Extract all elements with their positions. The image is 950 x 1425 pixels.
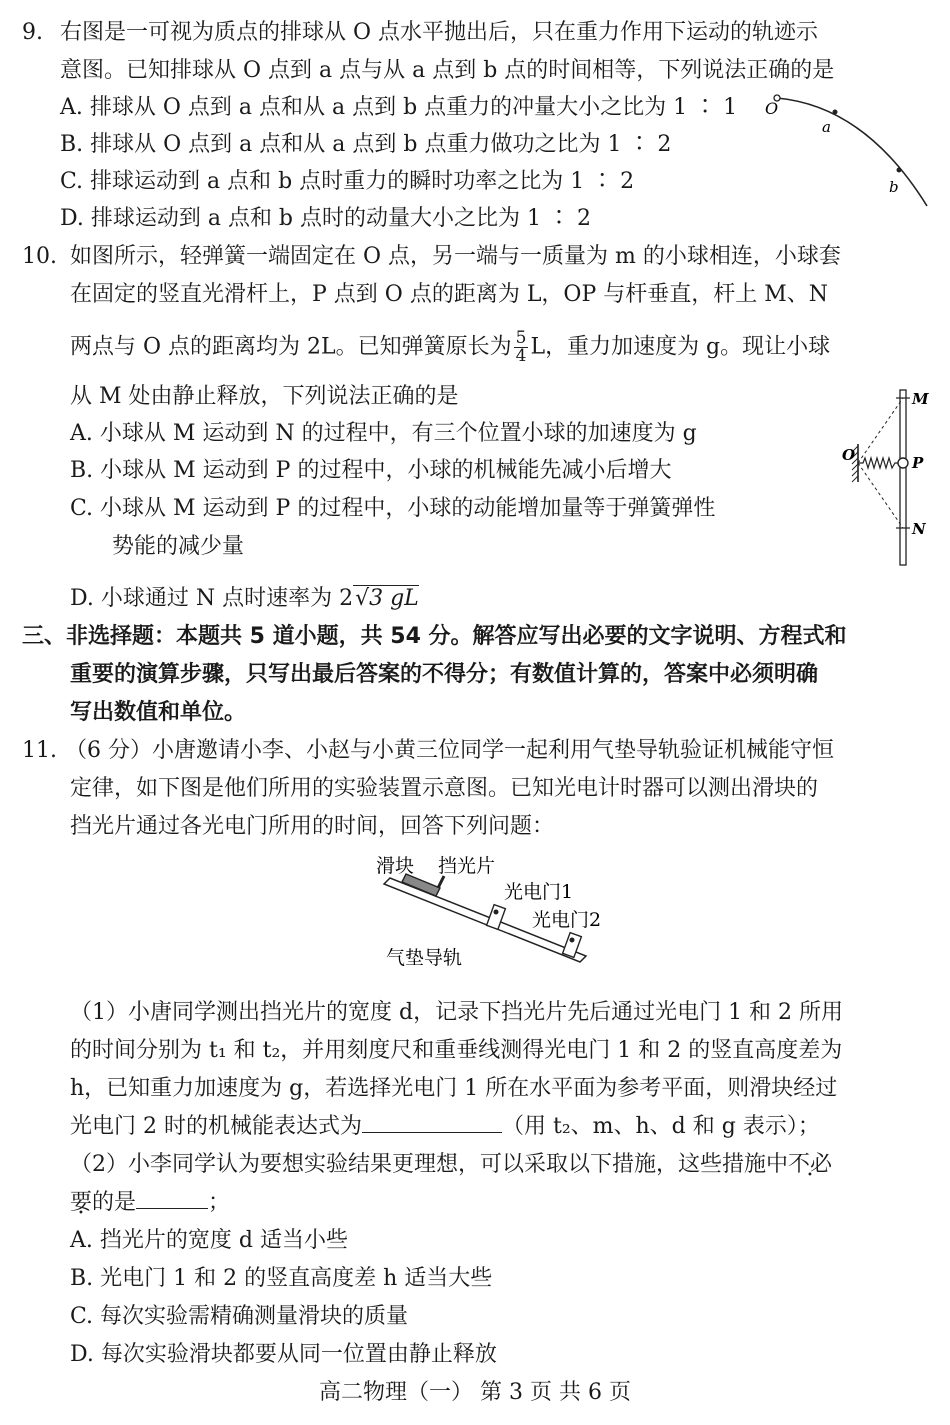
q11-p2-a: （2）小李同学认为要想实验结果更理想，可以采取以下措施，这些措施中 — [70, 1152, 788, 1177]
q10-spring-figure — [830, 382, 940, 572]
q11-airtrack-figure — [372, 852, 622, 982]
q11-p2-c: ； — [208, 1190, 231, 1215]
point-a — [833, 110, 838, 115]
q10-stem-line-1: 如图所示，轻弹簧一端固定在 O 点，另一端与一质量为 m 的小球相连，小球套 — [70, 244, 841, 269]
q11-p1-line-3: h，已知重力加速度为 g，若选择光电门 1 所在水平面为参考平面，则滑块经过 — [70, 1076, 838, 1101]
q11-p1-line-1: （1）小唐同学测出挡光片的宽度 d，记录下挡光片先后通过光电门 1 和 2 所用 — [70, 1000, 844, 1025]
label-o: O — [765, 99, 779, 118]
q9-option-a: A. 排球从 O 点到 a 点和从 a 点到 b 点重力的冲量大小之比为 1 ∶ 1 — [60, 95, 738, 120]
answer-blank-1[interactable] — [362, 1112, 502, 1133]
ball — [898, 458, 908, 468]
label-o: O — [842, 446, 856, 464]
q9-stem-line-1: 右图是一可视为质点的排球从 O 点水平抛出后，只在重力作用下运动的轨迹示 — [60, 20, 819, 45]
q10-stem-line-4: 从 M 处由静止释放，下列说法正确的是 — [70, 384, 459, 409]
q11-p1-last-b: （用 t₂、m、h、d 和 g 表示）； — [501, 1114, 820, 1139]
q11-option-b: B. 光电门 1 和 2 的竖直高度差 h 适当大些 — [70, 1266, 493, 1291]
fraction-numerator: 5 — [515, 328, 527, 348]
q10-option-d — [70, 584, 419, 614]
light-shield — [438, 876, 444, 888]
label-gate2: 光电门2 — [532, 909, 602, 931]
q11-p1-line-2: 的时间分别为 t₁ 和 t₂，并用刻度尺和重垂线测得光电门 1 和 2 的竖直高度差为 — [70, 1038, 843, 1063]
q9-number: 9. — [22, 20, 43, 45]
dashed-om — [858, 398, 903, 463]
q11-stem-line-1: （6 分）小唐邀请小李、小赵与小黄三位同学一起利用气垫导轨验证机械能守恒 — [65, 738, 834, 763]
emphasis-cont: 要 — [70, 1190, 93, 1215]
emphasis-text: 不必 — [788, 1152, 833, 1177]
fraction-denominator: 4 — [515, 346, 527, 366]
q10-stem-line-2: 在固定的竖直光滑杆上，P 点到 O 点的距离为 L，OP 与杆垂直，杆上 M、N — [70, 282, 829, 307]
q11-p1-line-4 — [70, 1112, 820, 1142]
fraction-five-fourths — [514, 330, 529, 365]
q9-stem-line-2: 意图。已知排球从 O 点到 a 点与从 a 点到 b 点的时间相等，下列说法正确的是 — [60, 58, 835, 83]
q11-stem-line-2: 定律，如下图是他们所用的实验装置示意图。已知光电计时器可以测出滑块的 — [70, 776, 819, 801]
label-a: a — [822, 118, 831, 136]
q10-stem-3b: L，重力加速度为 g。现让小球 — [530, 334, 831, 360]
label-gate1: 光电门1 — [504, 881, 574, 903]
q9-option-c: C. 排球运动到 a 点和 b 点时重力的瞬时功率之比为 1 ∶ 2 — [60, 169, 635, 194]
q10-number: 10. — [22, 244, 57, 269]
q10-option-b: B. 小球从 M 运动到 P 的过程中，小球的机械能先减小后增大 — [70, 458, 672, 483]
sqrt-expression: √3 gL — [355, 586, 419, 611]
q11-option-a: A. 挡光片的宽度 d 适当小些 — [70, 1228, 348, 1253]
label-m: M — [912, 390, 929, 408]
q10-option-a: A. 小球从 M 运动到 N 的过程中，有三个位置小球的加速度为 g — [70, 421, 697, 446]
q10-stem-line-3 — [70, 330, 830, 365]
answer-blank-2[interactable] — [136, 1188, 208, 1209]
q10-option-d-text: D. 小球通过 N 点时速率为 2 — [70, 586, 354, 611]
label-n: N — [912, 520, 926, 538]
q10-option-c-cont: 势能的减少量 — [112, 534, 245, 559]
q11-p2-line-1 — [70, 1150, 832, 1180]
q10-option-c: C. 小球从 M 运动到 P 的过程中，小球的动能增加量等于弹簧弹性 — [70, 496, 716, 521]
label-p: P — [912, 454, 924, 472]
spring — [858, 458, 898, 468]
q10-stem-3a: 两点与 O 点的距离均为 2L。已知弹簧原长为 — [70, 334, 512, 360]
q9-trajectory-figure — [755, 88, 935, 213]
page-footer: 高二物理（一） 第 3 页 共 6 页 — [319, 1380, 631, 1405]
label-shade: 挡光片 — [438, 855, 496, 877]
section3-line-1: 三、非选择题：本题共 5 道小题，共 54 分。解答应写出必要的文字说明、方程式和 — [22, 624, 847, 649]
section3-line-2: 重要的演算步骤，只写出最后答案的不得分；有数值计算的，答案中必须明确 — [70, 662, 819, 687]
q11-stem-line-3: 挡光片通过各光电门所用的时间，回答下列问题： — [70, 814, 555, 839]
q11-option-c: C. 每次实验需精确测量滑块的质量 — [70, 1304, 409, 1329]
point-b — [897, 168, 902, 173]
label-slider: 滑块 — [376, 855, 415, 877]
trajectory-curve — [777, 98, 927, 206]
label-track: 气垫导轨 — [386, 947, 463, 969]
dashed-on — [858, 463, 903, 528]
q11-number: 11. — [22, 738, 57, 763]
section3-line-3: 写出数值和单位。 — [70, 700, 247, 725]
vertical-rod — [900, 390, 906, 565]
q11-p2-b: 的是 — [92, 1190, 137, 1215]
q9-option-d: D. 排球运动到 a 点和 b 点时的动量大小之比为 1 ∶ 2 — [60, 206, 591, 231]
q9-option-b: B. 排球从 O 点到 a 点和从 a 点到 b 点重力做功之比为 1 ∶ 2 — [60, 132, 672, 157]
q11-p2-line-2 — [70, 1188, 230, 1218]
label-b: b — [889, 178, 899, 196]
q11-option-d: D. 每次实验滑块都要从同一位置由静止释放 — [70, 1342, 497, 1367]
q11-p1-last-a: 光电门 2 时的机械能表达式为 — [70, 1114, 362, 1139]
